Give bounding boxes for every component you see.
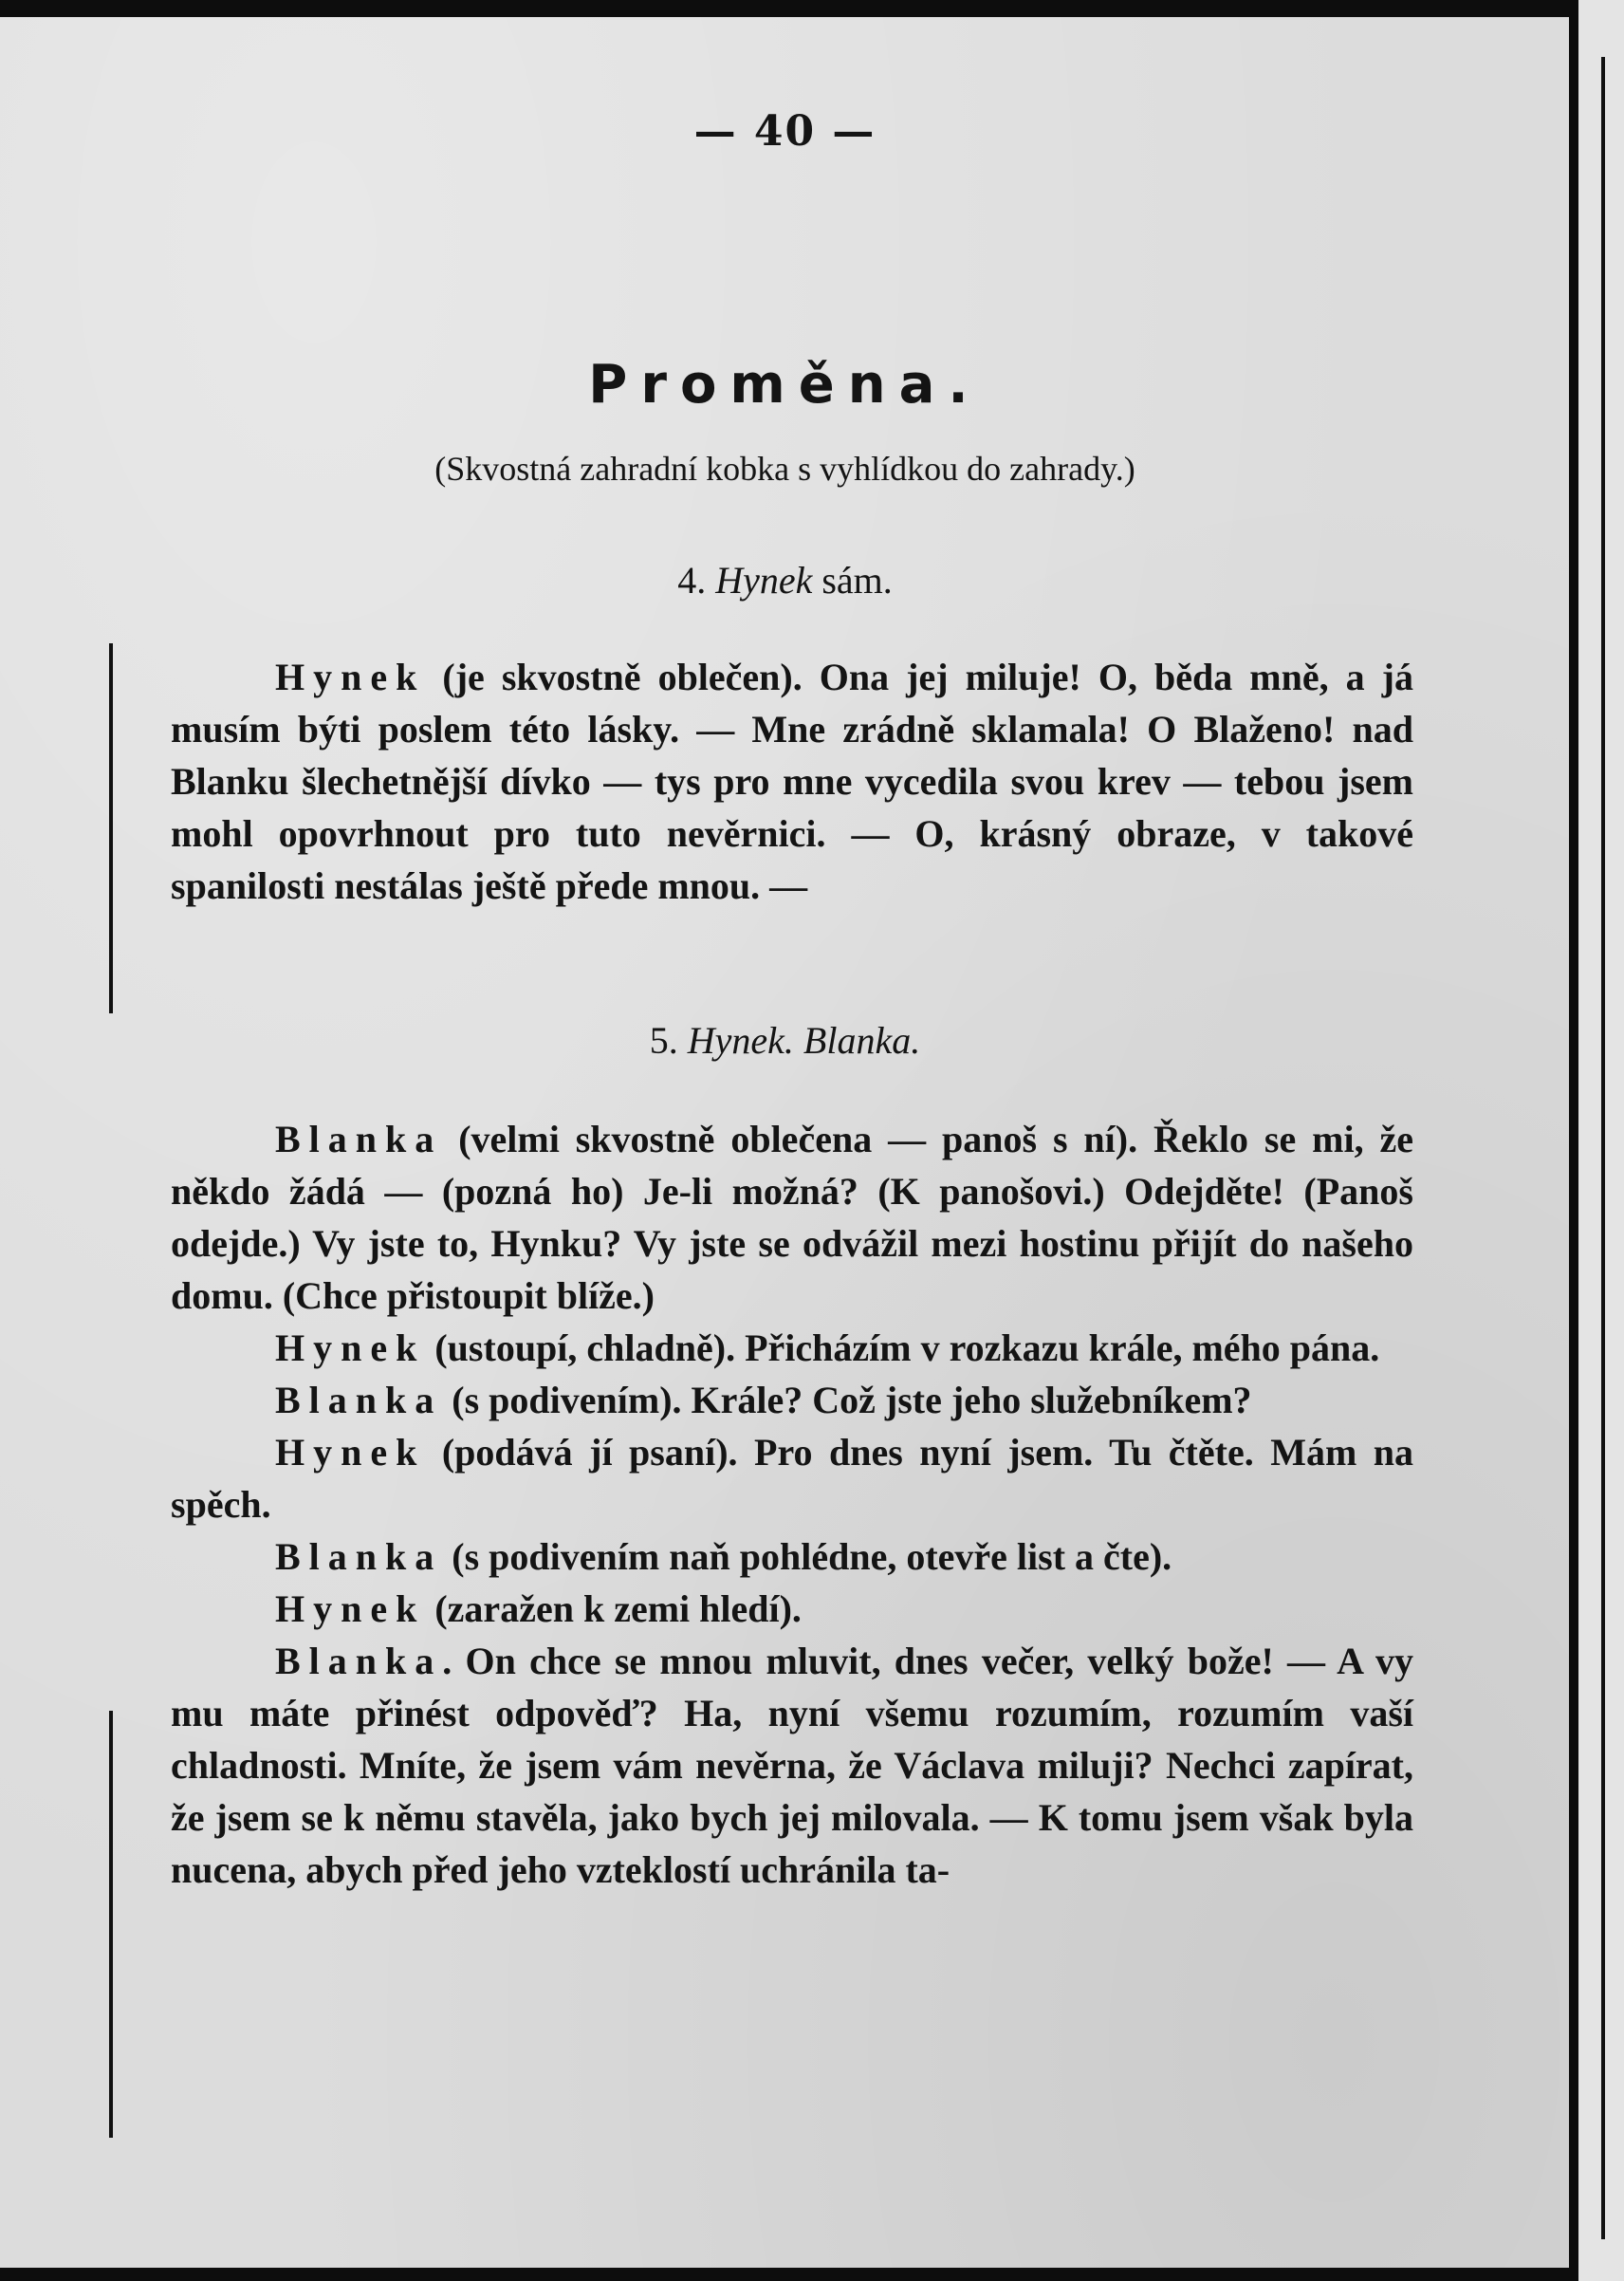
scene-note: sám. bbox=[821, 559, 893, 602]
speech-text: (je skvostně oblečen). Ona jej miluje! O, běda mně, a já musím býti poslem této lásky. — Mne zrádně sklamala! O Blaženo! nad Blanku šlechetnější dívko — tys pro mne vycedila svou krev — tebou jsem mohl opovrhnout pro tuto nevěrnici. — O, krásný obraze, v takové spanilosti nestálas ještě přede mnou. — bbox=[171, 656, 1413, 907]
dialogue-line bbox=[171, 1374, 1413, 1426]
dialogue-line bbox=[171, 1113, 1413, 1322]
scene-5-heading bbox=[0, 1018, 1570, 1063]
edge-rule bbox=[1601, 57, 1605, 2239]
speaker-name: Blanka bbox=[275, 1118, 443, 1160]
dialogue-line bbox=[171, 1426, 1413, 1530]
paragraph bbox=[171, 651, 1413, 912]
dialogue-line bbox=[171, 1583, 1413, 1635]
page-gap bbox=[1569, 0, 1578, 2281]
speaker-name: Blanka bbox=[275, 1535, 443, 1578]
speaker-name: Hynek bbox=[275, 1587, 426, 1630]
scene-5-dialogue bbox=[171, 1113, 1413, 1896]
margin-mark-left-bottom bbox=[109, 1711, 113, 2138]
speech-text: (podává jí psaní). Pro dnes nyní jsem. Tu čtěte. Mám na spěch. bbox=[171, 1431, 1413, 1526]
page-title: Proměna. bbox=[588, 354, 982, 416]
speech-text: (ustoupí, chladně). Přicházím v rozkazu krále, mého pána. bbox=[425, 1326, 1380, 1369]
dialogue-line bbox=[171, 1635, 1413, 1896]
scene-number: 4. bbox=[677, 559, 707, 602]
scene-number: 5. bbox=[649, 1019, 678, 1062]
speaker-name: Hynek bbox=[275, 1431, 426, 1474]
scene-characters: Hynek bbox=[715, 559, 813, 602]
dialogue-line bbox=[171, 1530, 1413, 1583]
speech-text: (velmi skvostně oblečena — panoš s ní). Řeklo se mi, že někdo žádá — (pozná ho) Je-li možná? (K panošovi.) Odejděte! (Panoš odejde.) Vy jste to, Hynku? Vy jste se odvážil mezi hostinu přijít do našeho domu. (Chce přistoupit blíže.) bbox=[171, 1118, 1413, 1317]
speech-text: (s podivením naň pohlédne, otevře list a čte). bbox=[442, 1535, 1172, 1578]
speaker-name: Blanka bbox=[275, 1640, 443, 1682]
stage-direction: (Skvostná zahradní kobka s vyhlídkou do zahrady.) bbox=[434, 450, 1135, 488]
scene-4-heading bbox=[0, 558, 1570, 603]
speech-text: (zaražen k zemi hledí). bbox=[425, 1587, 802, 1630]
page-number: — 40 — bbox=[693, 107, 877, 156]
speaker-name: Hynek bbox=[275, 1326, 426, 1369]
book-page bbox=[0, 17, 1570, 2268]
speech-text: (s podivením). Krále? Což jste jeho služebníkem? bbox=[442, 1379, 1252, 1421]
scene-4-text bbox=[171, 651, 1413, 912]
dialogue-line bbox=[171, 1322, 1413, 1374]
speech-text: . On chce se mnou mluvit, dnes večer, velký bože! — A vy mu máte přinést odpověď? Ha, nyní všemu rozumím, rozumím vaší chladnosti. Mníte, že jsem vám nevěrna, že Václava miluji? Nechci zapírat, že jsem se k němu stavěla, jako bych jej milovala. — K tomu jsem však byla nucena, abych před jeho vzteklostí uchránila ta- bbox=[171, 1640, 1413, 1891]
speaker-name: Blanka bbox=[275, 1379, 443, 1421]
speaker-name: Hynek bbox=[275, 656, 426, 698]
scene-characters: Hynek. Blanka. bbox=[687, 1019, 921, 1062]
margin-mark-left-top bbox=[109, 643, 113, 1013]
